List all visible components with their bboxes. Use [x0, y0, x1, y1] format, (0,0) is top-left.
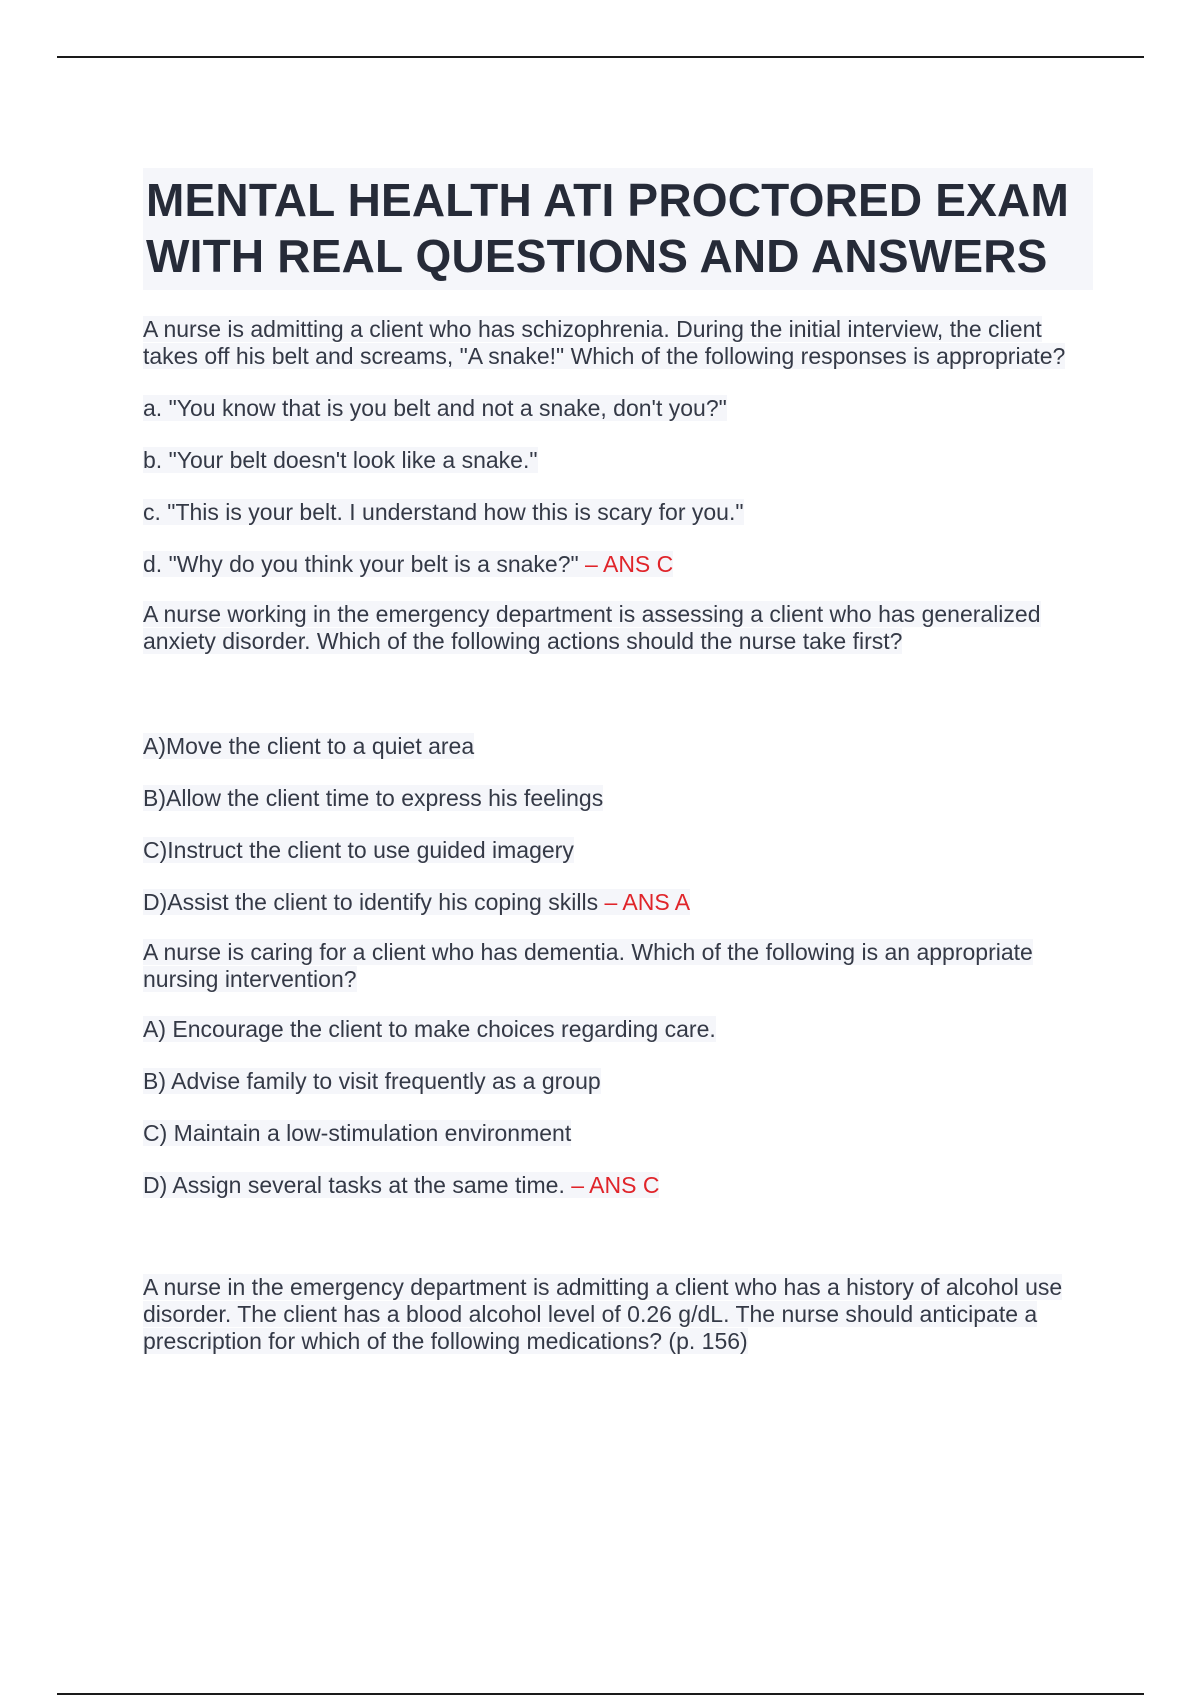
question-2-option-d — [143, 889, 1093, 916]
question-1-option-b — [143, 447, 1093, 474]
answer-key: – ANS A — [598, 889, 691, 915]
document-title: MENTAL HEALTH ATI PROCTORED EXAM WITH REAL QUESTIONS AND ANSWERS — [143, 168, 1093, 290]
option-text: b. "Your belt doesn't look like a snake." — [143, 447, 538, 473]
question-3-stem — [143, 939, 1093, 993]
option-text: A) Encourage the client to make choices regarding care. — [143, 1016, 716, 1042]
question-4-stem — [143, 1274, 1093, 1355]
document-body — [143, 168, 1093, 1355]
question-3-option-a — [143, 1016, 1093, 1043]
option-text: D) Assign several tasks at the same time. — [143, 1172, 565, 1198]
option-text: A)Move the client to a quiet area — [143, 733, 475, 759]
question-text: A nurse is admitting a client who has schizophrenia. During the initial interview, the client takes off his belt and screams, "A snake!" Which of the following responses is appropriate? — [143, 316, 1066, 369]
question-text: A nurse is caring for a client who has dementia. Which of the following is an appropriate nursing intervention? — [143, 939, 1033, 992]
option-text: C) Maintain a low-stimulation environment — [143, 1120, 572, 1146]
question-3-option-b — [143, 1068, 1093, 1095]
option-text: C)Instruct the client to use guided imagery — [143, 837, 574, 863]
option-text: B) Advise family to visit frequently as a group — [143, 1068, 601, 1094]
question-1-option-a — [143, 395, 1093, 422]
question-1-option-d — [143, 551, 1093, 578]
question-3-option-c — [143, 1120, 1093, 1147]
question-2-stem — [143, 601, 1093, 655]
question-2-option-a — [143, 733, 1093, 760]
option-text: D)Assist the client to identify his coping skills — [143, 889, 599, 915]
answer-key: – ANS C — [564, 1172, 660, 1198]
question-2-option-c — [143, 837, 1093, 864]
option-text: a. "You know that is you belt and not a snake, don't you?" — [143, 395, 727, 421]
question-text: A nurse working in the emergency department is assessing a client who has generalized anxiety disorder. Which of the following actions should the nurse take first? — [143, 601, 1041, 654]
bottom-rule — [57, 1693, 1144, 1695]
option-text: d. "Why do you think your belt is a snake?" — [143, 551, 579, 577]
option-text: c. "This is your belt. I understand how this is scary for you." — [143, 499, 744, 525]
question-2-option-b — [143, 785, 1093, 812]
question-text: A nurse in the emergency department is admitting a client who has a history of alcohol use disorder. The client has a blood alcohol level of 0.26 g/dL. The nurse should anticipate a prescription for which of the following medications? (p. 156) — [143, 1274, 1063, 1354]
option-text: B)Allow the client time to express his feelings — [143, 785, 604, 811]
answer-key: – ANS C — [578, 551, 674, 577]
top-rule — [57, 56, 1144, 58]
question-1-option-c — [143, 499, 1093, 526]
question-3-option-d — [143, 1172, 1093, 1199]
question-1-stem — [143, 316, 1093, 370]
